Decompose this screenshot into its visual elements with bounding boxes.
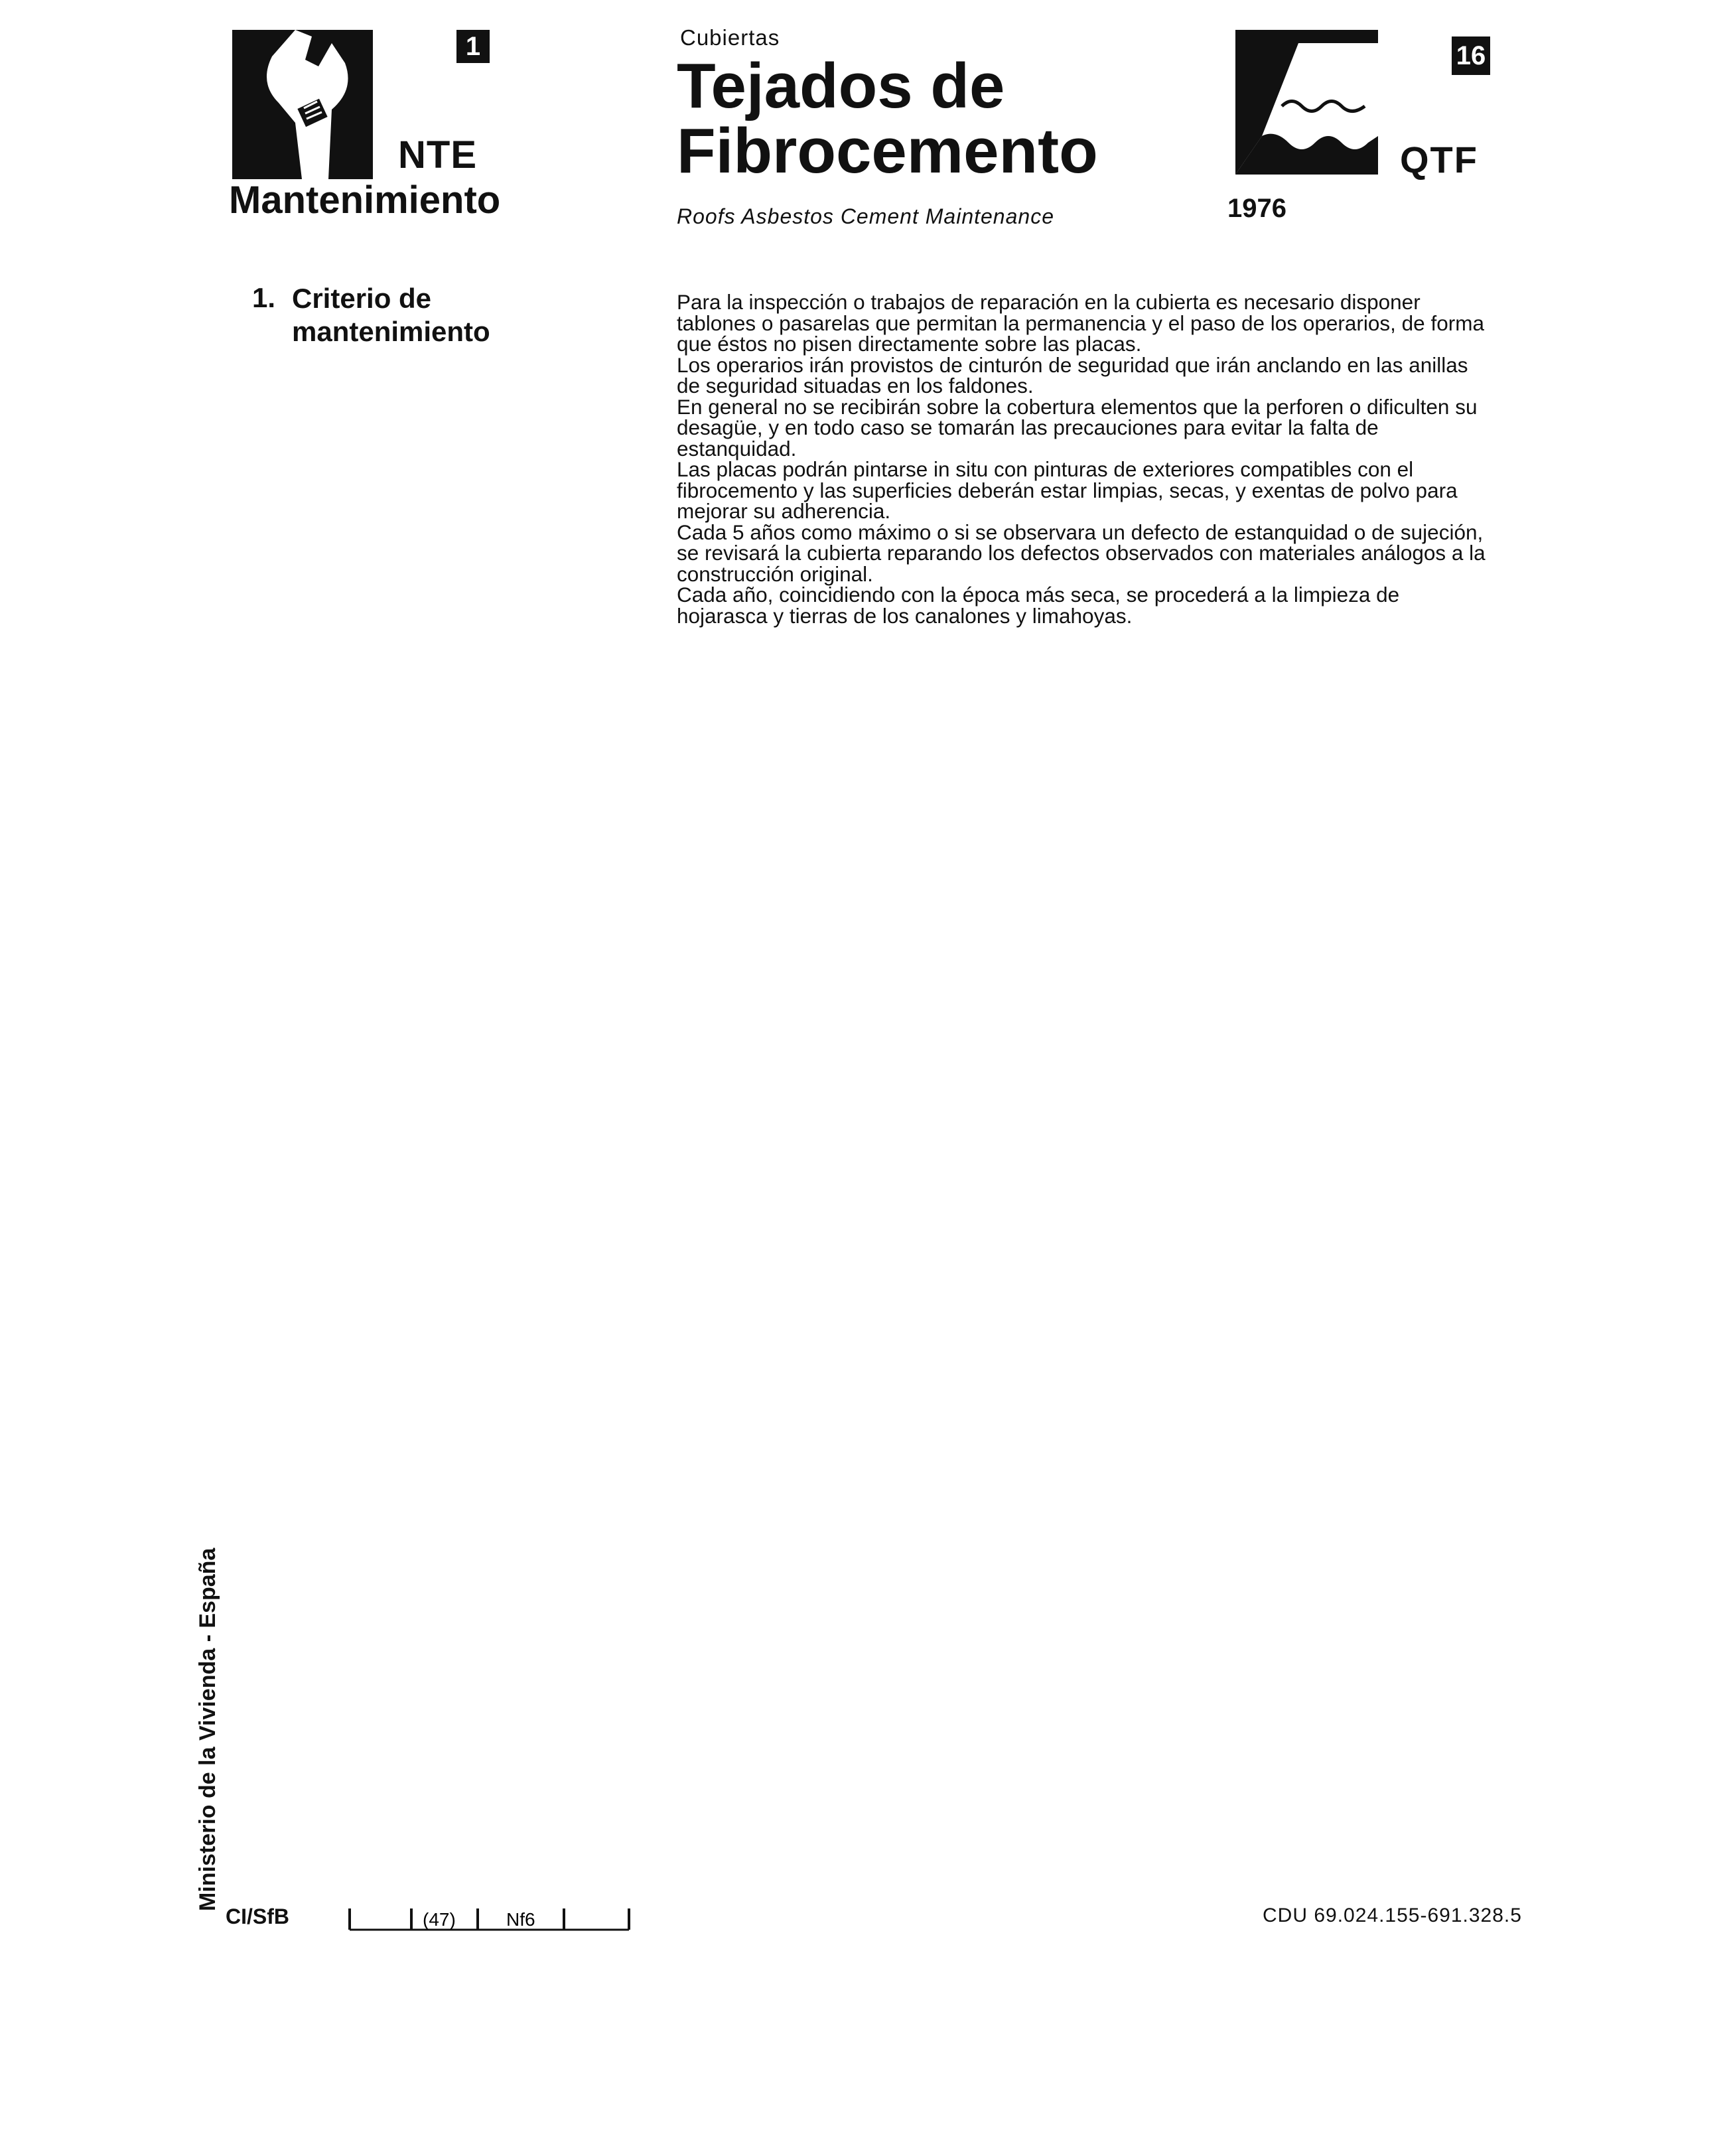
wrench-icon [232,30,373,179]
volume-badge: 1 [456,30,490,63]
wave-roof-icon [1235,30,1378,175]
body-text [677,292,1486,626]
year-label: 1976 [1227,194,1286,223]
cisfb-label: CI/SfB [226,1904,289,1928]
title-line-1: Tejados de [677,50,1005,121]
cisfb-code-2: Nf6 [506,1909,535,1930]
paragraph: Cada año, coincidiendo con la época más seca, se procederá a la limpieza de hojarasca y tierras de los canalones y limahoyas. [677,583,1400,628]
paragraph: Los operarios irán provistos de cinturón de seguridad que irán anclando en las anillas de seguridad situadas en los faldones. [677,352,1468,397]
title-line-2: Fibrocemento [677,115,1098,186]
paragraph: Las placas podrán pintarse in situ con pinturas de exteriores compatibles con el fibrocemento y las superficies deberán estar limpias, secas, y exentas de polvo para mejorar su adherencia. [677,457,1458,523]
section-title: Criterio de mantenimiento [292,283,490,347]
section-number: 1. [252,282,276,313]
paragraph: En general no se recibirán sobre la cobertura elementos que la perforen o dificulten su desagüe, y en todo caso se tomarán las precauciones para evitar la falta de estanquidad. [677,394,1478,461]
paragraph: Cada 5 años como máximo o si se observara un defecto de estanquidad o de sujeción, se revisará la cubierta reparando los defectos observados con materiales análogos a la construcción original. [677,520,1486,586]
english-subtitle: Roofs Asbestos Cement Maintenance [677,204,1054,228]
ministry-label: Ministerio de la Vivienda - España [195,1547,220,1911]
issue-badge: 16 [1452,36,1490,75]
cisfb-code-box [348,1903,630,1931]
cdu-code: CDU 69.024.155-691.328.5 [1263,1904,1522,1926]
nte-label: NTE [398,133,477,177]
code-label: QTF [1400,139,1478,180]
category-label: Cubiertas [680,25,780,50]
cisfb-code-1: (47) [423,1909,456,1930]
paragraph: Para la inspección o trabajos de reparación en la cubierta es necesario disponer tablones o pasarelas que permitan la permanencia y el paso de los operarios, de forma que éstos no pisen directamente sobre las placas. [677,290,1484,356]
mantenimiento-label: Mantenimiento [229,179,501,222]
